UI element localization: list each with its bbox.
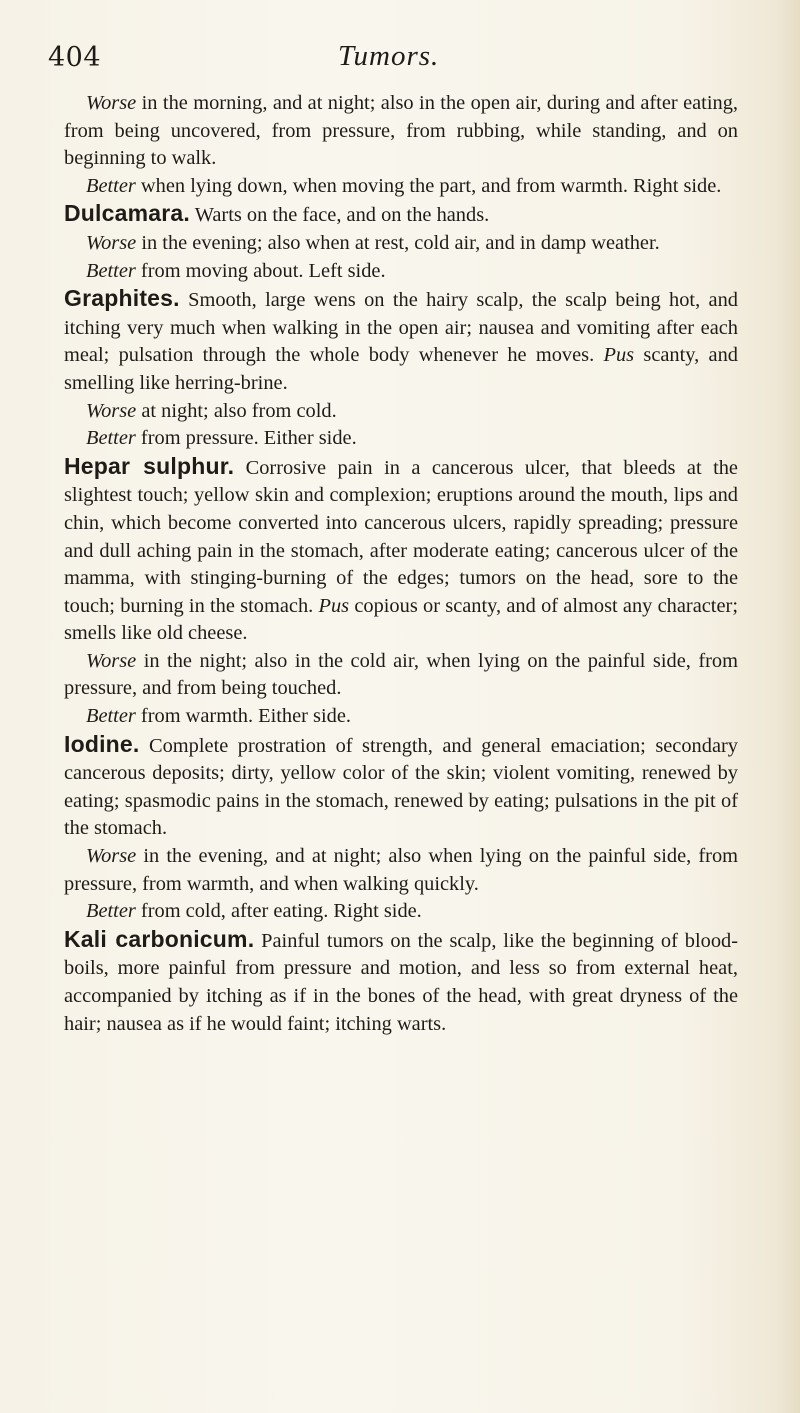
page-number: 404 [48,42,102,73]
paragraph-text: in the night; also in the cold air, when lying on the painful side, from pressure, and from being touched. [64,649,738,700]
paragraph-text: Warts on the face, and on the hands. [190,204,490,227]
page-header [0,38,800,78]
modality-keyword: Better [86,174,136,197]
paragraph-text: in the evening; also when at rest, cold air, and in damp weather. [136,231,660,254]
paragraph-text: Complete prostration of strength, and general emaciation; secondary cancerous deposits; dirty, yellow color of the skin; violent vomiting, renewed by eating; spasmodic pains in the stomach, renewed by eating; pulsations in the pit of the stomach. [64,734,738,840]
pus-keyword: Pus [603,344,635,367]
paragraph-text: from cold, after eating. Right side. [135,900,422,923]
paragraph-text: when lying down, when moving the part, and from warmth. Right side. [135,174,722,197]
running-title: Tumors. [338,40,440,72]
modality-keyword: Worse [86,92,137,114]
pus-keyword: Pus [318,594,350,617]
modality-keyword: Better [86,259,136,282]
modality-keyword: Better [86,705,136,728]
paragraph [64,425,738,453]
remedy-name: Hepar sulphur. [64,452,235,479]
paragraph [64,258,738,286]
paragraph [64,230,738,258]
paragraph [64,648,738,703]
paragraph-text: scanty, and smelling like herring-brine. [64,344,738,394]
modality-keyword: Better [86,427,136,450]
page-body [64,90,738,1038]
paragraph [64,285,738,397]
remedy-name: Iodine. [64,730,140,757]
paragraph [64,453,738,648]
paragraph [64,90,738,173]
modality-keyword: Worse [86,231,137,254]
modality-keyword: Worse [86,399,137,422]
paragraph-text: Corrosive pain in a cancerous ulcer, that bleeds at the slightest touch; yellow skin and complexion; eruptions around the mouth, lips and chin, which become converted into cancerous ulcers, rapidly spreading; pressure and dull aching pain in the stomach, after moderate eating; cancerous ulcer of the mamma, with stinging-burning of the edges; tumors on the head, sore to the touch; burning in the stomach. [64,456,738,617]
modality-keyword: Worse [86,845,137,868]
modality-keyword: Worse [86,649,137,672]
paragraph [64,731,738,843]
paragraph [64,926,738,1038]
paragraph-text: at night; also from cold. [136,399,337,422]
paragraph-text: copious or scanty, and of almost any character; smells like old cheese. [64,594,738,645]
remedy-name: Graphites. [64,285,180,312]
modality-keyword: Better [86,900,136,923]
paragraph-text: from moving about. Left side. [135,259,386,282]
paragraph [64,703,738,731]
paragraph-text: from pressure. Either side. [135,427,357,450]
paragraph-text: from warmth. Either side. [135,705,352,728]
paragraph [64,898,738,926]
paragraph-text: in the morning, and at night; also in the open air, during and after eating, from being uncovered, from pressure, from rubbing, while standing, and on beginning to walk. [64,92,738,170]
paragraph-text: Painful tumors on the scalp, like the beginning of blood-boils, more painful from pressure and motion, and less so from external heat, accompanied by itching as if in the bones of the head, with great dryness of the hair; nausea as if he would faint; itching warts. [64,929,739,1035]
paragraph-text: Smooth, large wens on the hairy scalp, the scalp being hot, and itching very much when walking in the open air; nausea and vomiting after each meal; pulsation through the whole body whenever he moves. [64,289,738,367]
remedy-name: Kali carbonicum. [64,925,255,952]
paragraph [64,398,738,426]
paragraph [64,200,738,230]
paragraph [64,173,738,201]
remedy-name: Dulcamara. [64,200,191,227]
paragraph [64,843,738,898]
paragraph-text: in the evening, and at night; also when lying on the painful side, from pressure, from warmth, and when walking quickly. [64,845,738,895]
